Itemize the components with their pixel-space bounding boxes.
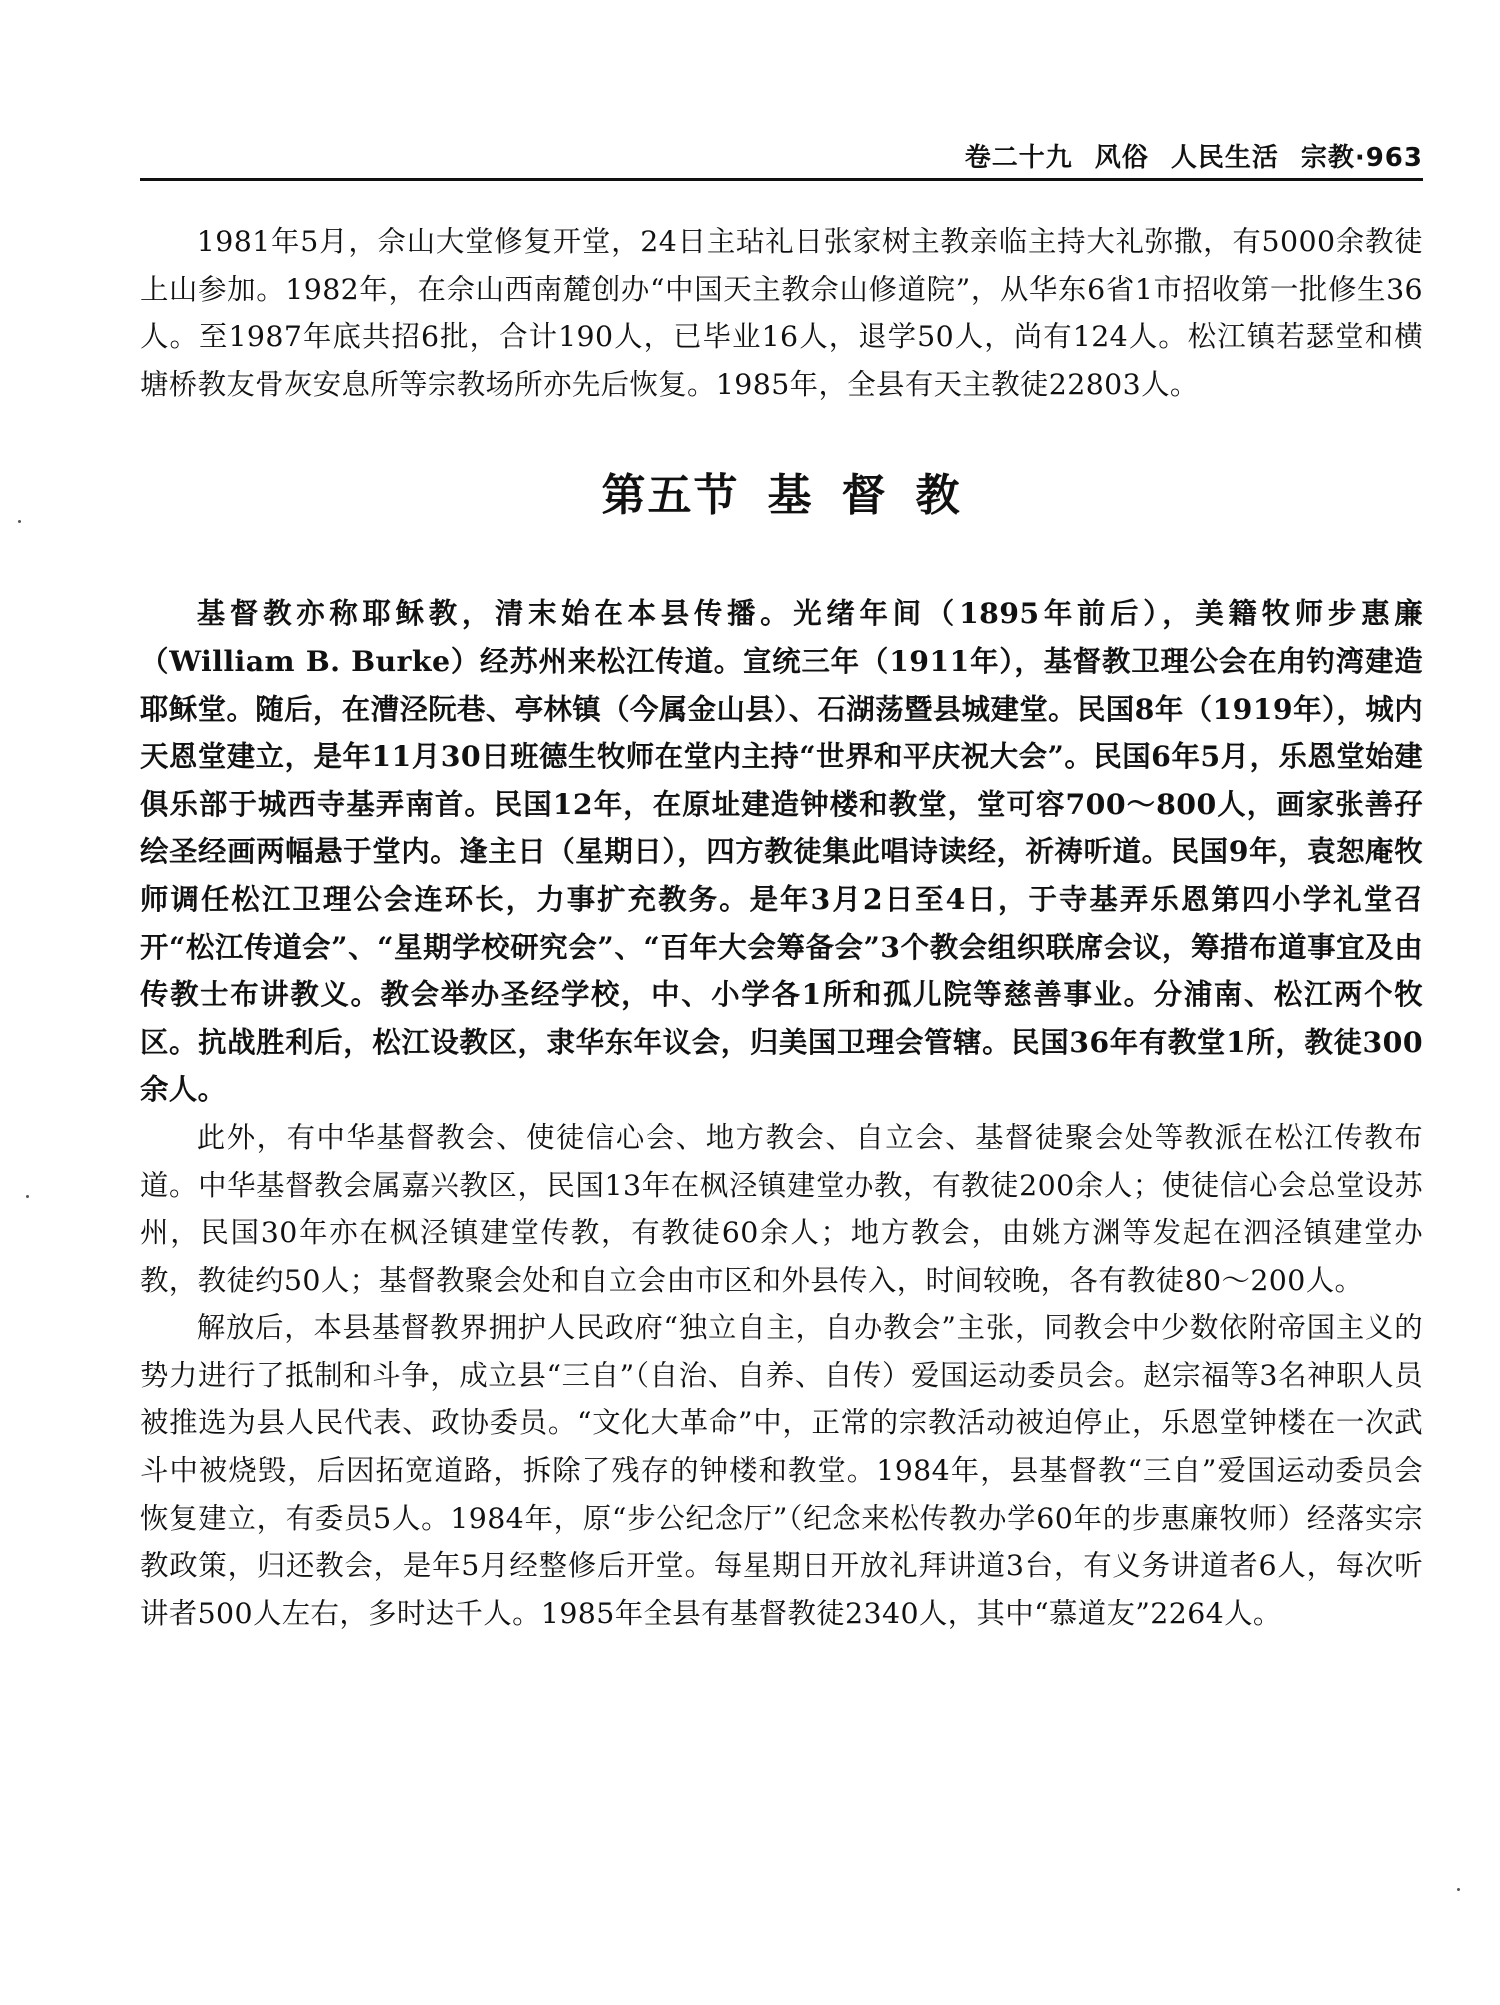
body-text: [140, 218, 1423, 1637]
section-title-char: 教: [915, 470, 962, 522]
header-rule: [140, 178, 1423, 181]
running-header: [140, 138, 1423, 178]
paragraph-after-liberation: 解放后，本县基督教界拥护人民政府“独立自主，自办教会”主张，同教会中少数依附帝国主义的势力进行了抵制和斗争，成立县“三自”（自治、自养、自传）爱国运动委员会。赵宗福等3名神职人员被推选为县人民代表、政协委员。“文化大革命”中，正常的宗教活动被迫停止，乐恩堂钟楼在一次武斗中被烧毁，后因拓宽道路，拆除了残存的钟楼和教堂。1984年，县基督教“三自”爱国运动委员会恢复建立，有委员5人。1984年，原“步公纪念厅”（纪念来松传教办学60年的步惠廉牧师）经落实宗教政策，归还教会，是年5月经整修后开堂。每星期日开放礼拜讲道3台，有义务讲道者6人，每次听讲者500人左右，多时达千人。1985年全县有基督教徒2340人，其中“慕道友”2264人。: [140, 1311, 1423, 1630]
section-title-char: 督: [841, 470, 888, 522]
paragraph-catholic-revival: 1981年5月，佘山大堂修复开堂，24日主玷礼日张家树主教亲临主持大礼弥撒，有5000余教徒上山参加。1982年，在佘山西南麓创办“中国天主教佘山修道院”，从华东6省1市招收第一批修生36人。至1987年底共招6批，合计190人，已毕业16人，退学50人，尚有124人。松江镇若瑟堂和横塘桥教友骨灰安息所等宗教场所亦先后恢复。1985年，全县有天主教徒22803人。: [140, 225, 1423, 401]
paragraph-other-denominations: 此外，有中华基督教会、使徒信心会、地方教会、自立会、基督徒聚会处等教派在松江传教布道。中华基督教会属嘉兴教区，民国13年在枫泾镇建堂办教，有教徒200余人；使徒信心会总堂设苏州，民国30年亦在枫泾镇建堂传教，有教徒60余人；地方教会，由姚方渊等发起在泗泾镇建堂办教，教徒约50人；基督教聚会处和自立会由市区和外县传入，时间较晚，各有教徒80～200人。: [140, 1120, 1423, 1297]
header-volume: 卷二十九: [964, 143, 1073, 173]
section-title-char: 基: [767, 470, 814, 522]
page-number: ·963: [1354, 143, 1423, 173]
scan-speck: [1457, 1888, 1460, 1891]
section-title: [140, 466, 1423, 526]
header-topic-life: 人民生活: [1170, 143, 1279, 173]
paragraph-christianity-history: 基督教亦称耶稣教，清末始在本县传播。光绪年间（1895年前后），美籍牧师步惠廉（William B. Burke）经苏州来松江传道。宣统三年（1911年），基督教卫理公会在甪钓湾建造耶稣堂。随后，在漕泾阮巷、亭林镇（今属金山县）、石湖荡暨县城建堂。民国8年（1919年），城内天恩堂建立，是年11月30日班德生牧师在堂内主持“世界和平庆祝大会”。民国6年5月，乐恩堂始建俱乐部于城西寺基弄南首。民国12年，在原址建造钟楼和教堂，堂可容700～800人，画家张善孖绘圣经画两幅悬于堂内。逢主日（星期日），四方教徒集此唱诗读经，祈祷听道。民国9年，袁恕庵牧师调任松江卫理公会连环长，力事扩充教务。是年3月2日至4日，于寺基弄乐恩第四小学礼堂召开“松江传道会”、“星期学校研究会”、“百年大会筹备会”3个教会组织联席会议，筹措布道事宜及由传教士布讲教义。教会举办圣经学校，中、小学各1所和孤儿院等慈善事业。分浦南、松江两个牧区。抗战胜利后，松江设教区，隶华东年议会，归美国卫理会管辖。民国36年有教堂1所，教徒300余人。: [140, 596, 1423, 1107]
header-topic-customs: 风俗: [1094, 143, 1149, 173]
header-topic-religion: 宗教: [1300, 143, 1355, 173]
section-number: 第五节: [601, 470, 740, 522]
scan-speck: [26, 1195, 29, 1198]
scan-speck: [18, 520, 21, 523]
